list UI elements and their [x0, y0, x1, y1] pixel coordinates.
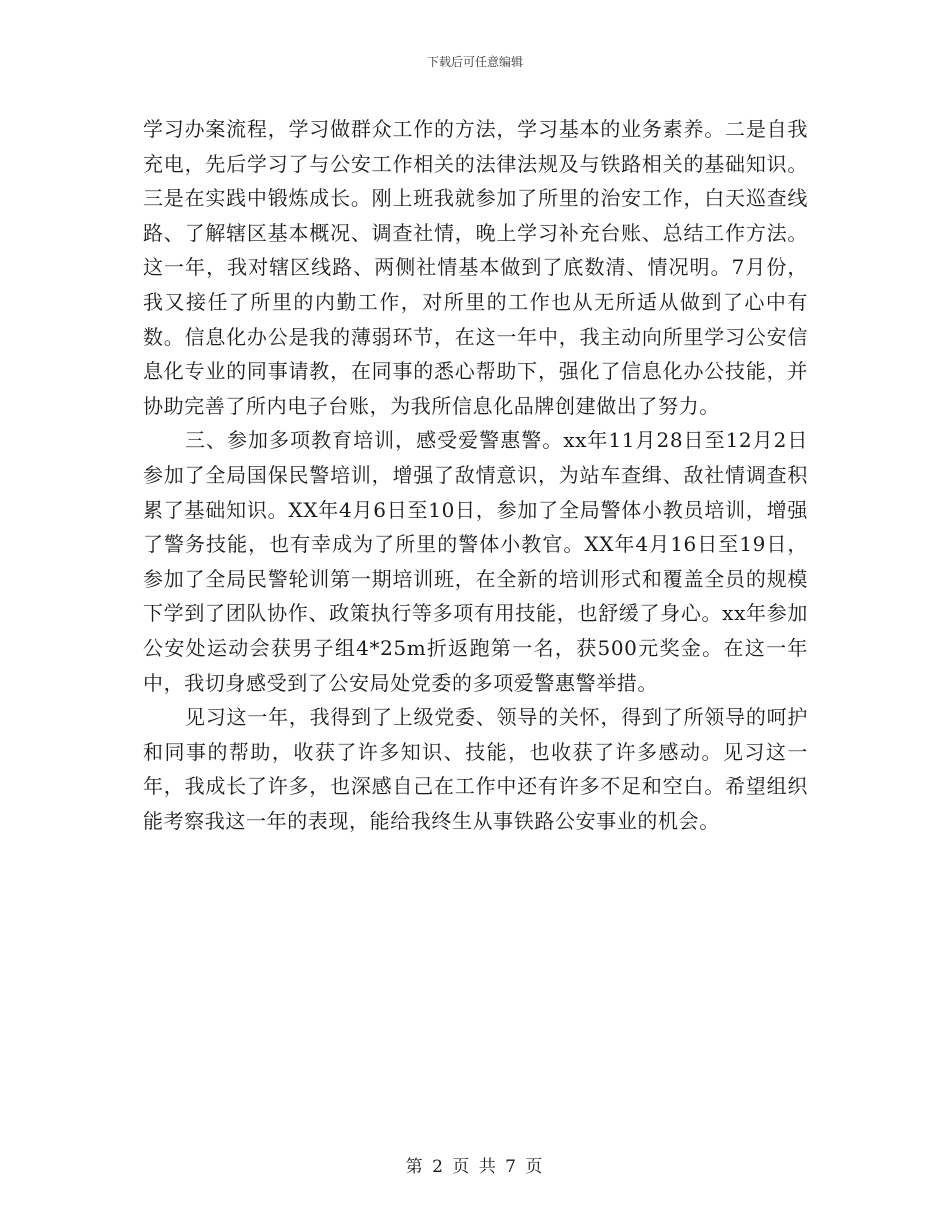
page-header: 下载后可任意编辑 [426, 55, 523, 69]
paragraph-continued: 学习办案流程，学习做群众工作的方法，学习基本的业务素养。二是自我充电，先后学习了与公安工作相关的法律法规及与铁路相关的基础知识。三是在实践中锻炼成长。刚上班我就参加了所里的治安工作，白天巡查线路、了解辖区基本概况、调查社情，晚上学习补充台账、总结工作方法。这一年，我对辖区线路、两侧社情基本做到了底数清、情况明。7月份，我又接任了所里的内勤工作，对所里的工作也从无所适从做到了心中有数。信息化办公是我的薄弱环节，在这一年中，我主动向所里学习公安信息化专业的同事请教，在同事的悉心帮助下，强化了信息化办公技能，并协助完善了所内电子台账，为我所信息化品牌创建做出了努力。 [143, 117, 808, 418]
paragraph-conclusion: 见习这一年，我得到了上级党委、领导的关怀，得到了所领导的呵护和同事的帮助，收获了许多知识、技能，也收获了许多感动。见习这一年，我成长了许多，也深感自己在工作中还有许多不足和空白。希望组织能考察我这一年的表现，能给我终生从事铁路公安事业的机会。 [143, 705, 808, 833]
page-number: 第 2 页 共 7 页 [405, 1157, 545, 1177]
paragraph-training: 三、参加多项教育培训，感受爱警惠警。xx年11月28日至12月2日参加了全局国保民警培训，增强了敌情意识，为站车查缉、敌社情调查积累了基础知识。XX年4月6日至10日，参加了全局警体小教员培训，增强了警务技能，也有幸成为了所里的警体小教官。XX年4月16日至19日，参加了全局民警轮训第一期培训班，在全新的培训形式和覆盖全员的规模下学到了团队协作、政策执行等多项有用技能，也舒缓了身心。xx年参加公安处运动会获男子组4*25m折返跑第一名，获500元奖金。在这一年中，我切身感受到了公安局处党委的多项爱警惠警举措。 [143, 428, 808, 695]
document-body [143, 112, 808, 838]
